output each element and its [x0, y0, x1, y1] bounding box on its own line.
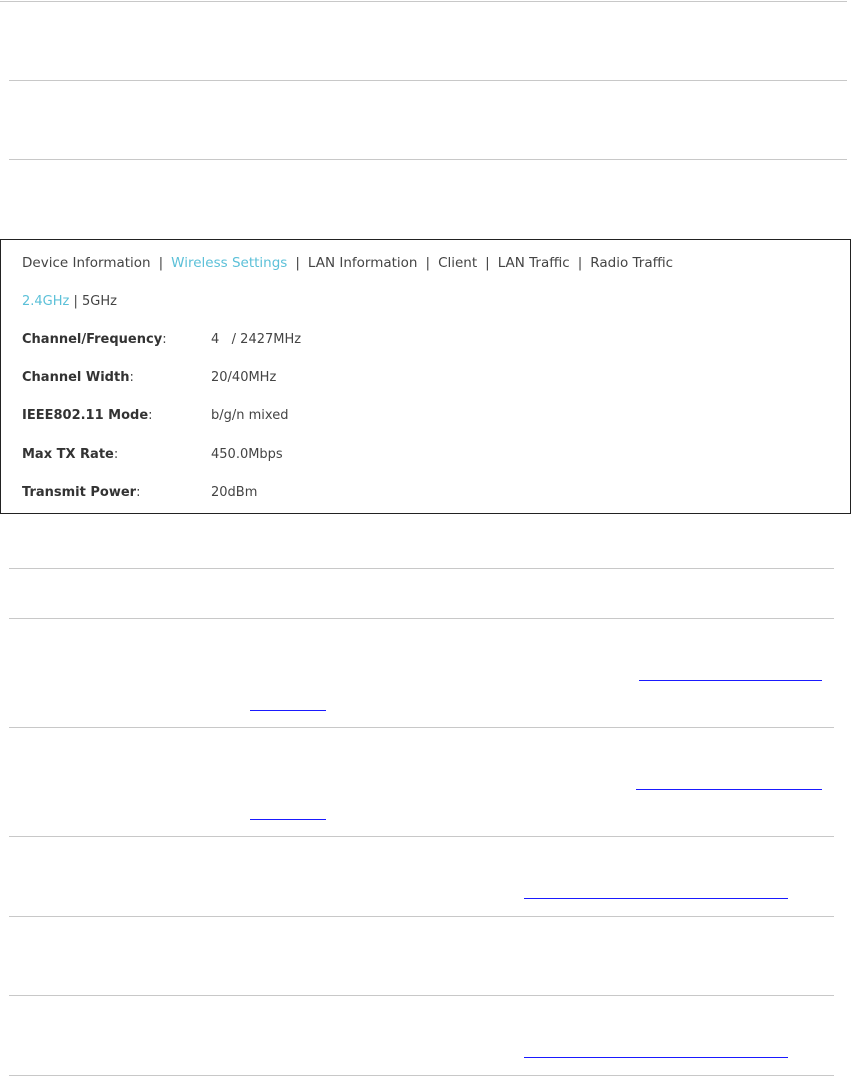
max-tx-rate-row [22, 447, 283, 462]
label-colon: : [162, 332, 167, 347]
hyperlink[interactable] [250, 819, 326, 820]
divider [0, 1, 847, 2]
divider [9, 727, 834, 728]
field-label: Transmit Power [22, 485, 137, 500]
field-value: 4 / 2427MHz [211, 332, 302, 347]
divider [9, 836, 834, 837]
tab-lan-traffic[interactable]: LAN Traffic [497, 255, 570, 271]
tab-bar [22, 255, 673, 271]
band-separator: | [73, 294, 78, 309]
field-label: Channel Width [22, 370, 130, 385]
wireless-settings-panel [0, 239, 851, 514]
divider [9, 80, 847, 81]
divider [9, 618, 834, 619]
label-colon: : [148, 408, 153, 423]
field-value: b/g/n mixed [211, 408, 289, 423]
field-label: Max TX Rate [22, 447, 114, 462]
label-colon: : [113, 447, 119, 462]
field-label: IEEE802.11 Mode [22, 408, 149, 423]
tab-device-information[interactable]: Device Information [22, 255, 151, 271]
label-colon: : [136, 485, 141, 500]
hyperlink[interactable] [636, 789, 822, 790]
channel-frequency-row [22, 332, 302, 347]
field-value: 20dBm [211, 485, 258, 500]
hyperlink[interactable] [639, 680, 822, 681]
ieee-mode-row [22, 408, 289, 423]
hyperlink[interactable] [524, 1057, 788, 1058]
tab-separator: | [577, 255, 583, 271]
field-value: 20/40MHz [211, 370, 277, 385]
divider [9, 995, 834, 996]
hyperlink[interactable] [524, 898, 788, 899]
field-label: Channel/Frequency [22, 332, 163, 347]
band-selector [22, 294, 117, 309]
divider [9, 1075, 834, 1076]
tab-radio-traffic[interactable]: Radio Traffic [590, 255, 674, 271]
divider [9, 916, 834, 917]
field-value: 450.0Mbps [211, 447, 283, 462]
divider [9, 159, 847, 160]
band-2-4ghz-link[interactable]: 2.4GHz [22, 294, 70, 309]
hyperlink[interactable] [250, 710, 326, 711]
tab-client[interactable]: Client [438, 255, 478, 271]
tab-separator: | [425, 255, 431, 271]
tab-separator: | [295, 255, 300, 271]
transmit-power-row [22, 485, 258, 500]
tab-wireless-settings[interactable]: Wireless Settings [171, 255, 288, 271]
tab-separator: | [158, 255, 164, 271]
label-colon: : [129, 370, 134, 385]
divider [9, 568, 834, 569]
channel-width-row [22, 370, 277, 385]
band-5ghz-link[interactable]: 5GHz [82, 294, 117, 309]
tab-separator: | [485, 255, 490, 271]
tab-lan-information[interactable]: LAN Information [307, 255, 418, 271]
